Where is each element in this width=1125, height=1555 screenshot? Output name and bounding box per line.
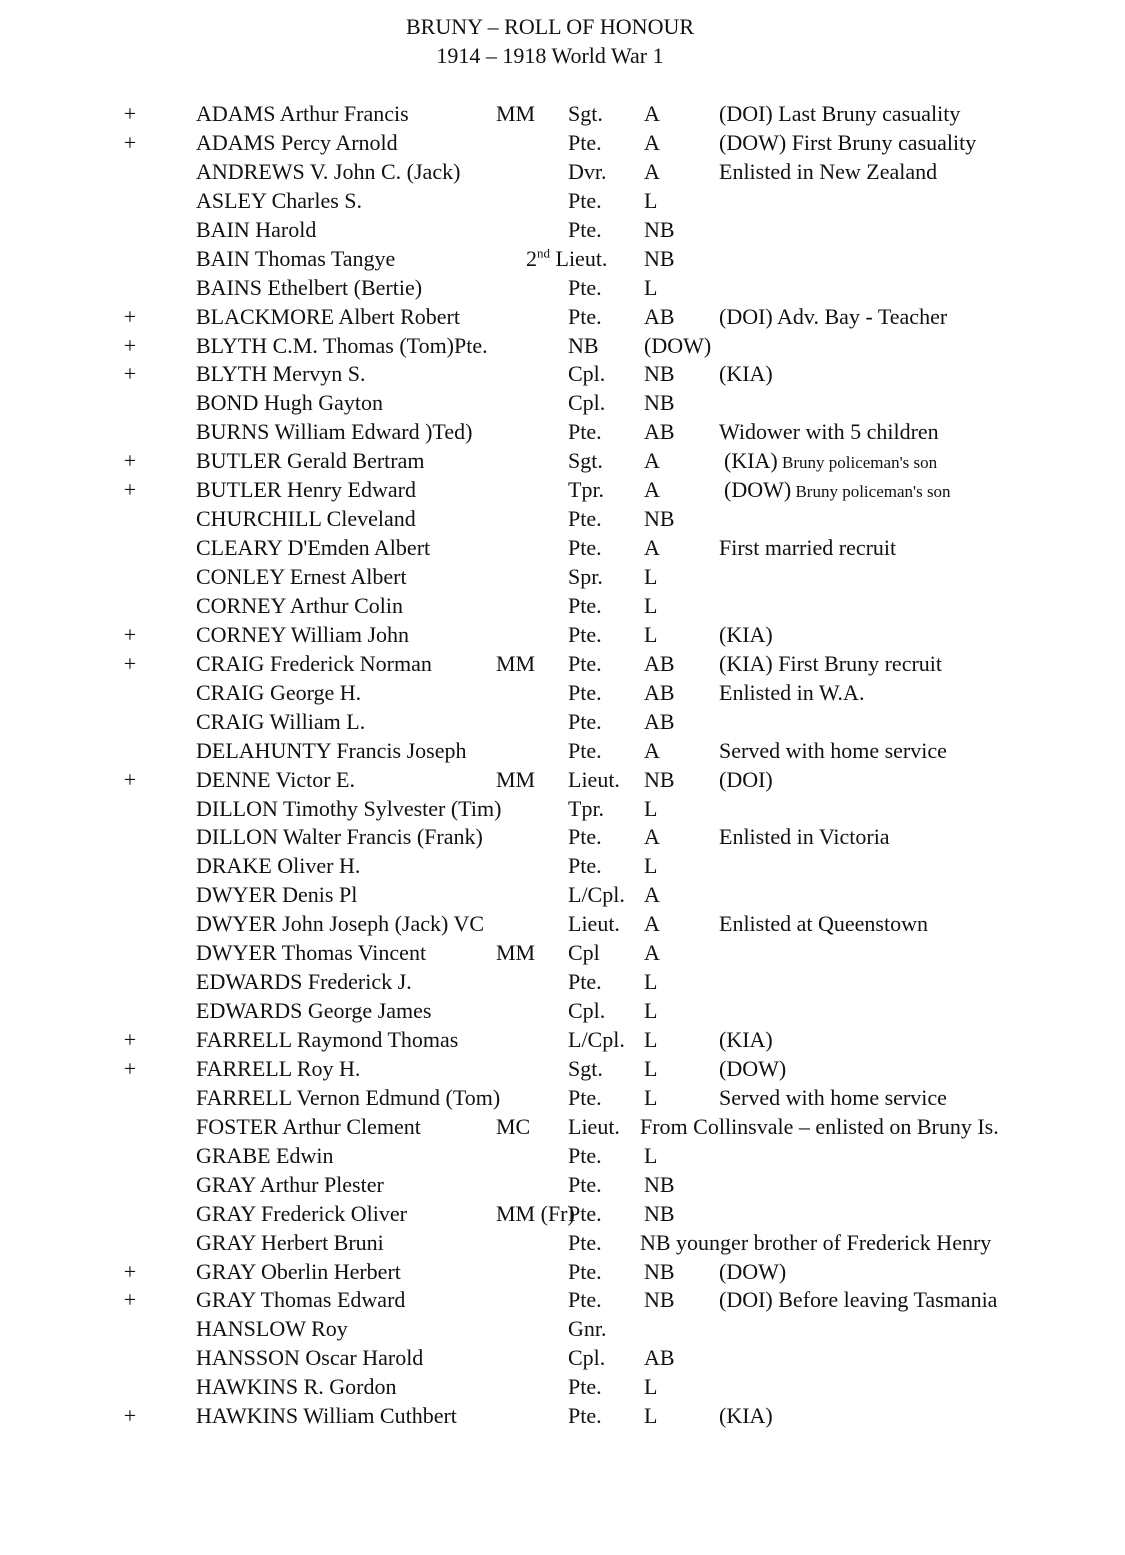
entry-rank: Pte. xyxy=(568,274,602,300)
entry-note-main: (KIA) xyxy=(724,448,778,474)
entry-rank: L/Cpl. xyxy=(568,882,625,908)
entry-rank: Pte. xyxy=(568,303,602,329)
entry-note: Enlisted in New Zealand xyxy=(719,158,938,184)
roll-entry xyxy=(0,881,1125,910)
entry-name: HAWKINS William Cuthbert xyxy=(196,1403,457,1429)
entry-name: EDWARDS George James xyxy=(196,998,432,1024)
roll-entry xyxy=(0,563,1125,592)
entry-name: FOSTER Arthur Clement xyxy=(196,1113,421,1139)
entry-unit: A xyxy=(644,129,660,155)
entry-name: CORNEY William John xyxy=(196,621,410,647)
entry-award: MM xyxy=(496,101,536,126)
entry-name: HANSSON Oscar Harold xyxy=(196,1345,424,1371)
casualty-mark: + xyxy=(123,1258,137,1284)
entry-unit: (DOW) xyxy=(644,332,712,358)
entry-unit: NB xyxy=(644,1171,675,1197)
entry-award: MM xyxy=(496,650,536,676)
entry-name: BAIN Harold xyxy=(196,216,317,242)
entry-rank: Lieut. xyxy=(568,766,620,792)
entry-name: BAINS Ethelbert (Bertie) xyxy=(196,274,423,300)
entry-award: MC xyxy=(496,1113,531,1139)
entry-note-main: (DOW) xyxy=(724,477,792,503)
roll-entry xyxy=(0,505,1125,534)
entry-unit: NB xyxy=(644,766,675,792)
entry-note: Enlisted in W.A. xyxy=(719,679,865,705)
entry-name: DWYER Denis Pl xyxy=(196,882,358,908)
roll-entry xyxy=(0,360,1125,389)
entry-name: BAIN Thomas Tangye xyxy=(196,245,396,271)
entry-note: (DOI) Before leaving Tasmania xyxy=(719,1287,998,1313)
entry-name: DILLON Timothy Sylvester (Tim) xyxy=(196,795,502,821)
entry-unit: NB xyxy=(644,506,675,532)
casualty-mark: + xyxy=(123,101,137,126)
entry-rank: Pte. xyxy=(568,1258,602,1284)
entry-name: BUTLER Gerald Bertram xyxy=(196,448,425,474)
entry-unit: AB xyxy=(644,650,675,676)
entry-rank: Pte. xyxy=(568,1287,602,1313)
entry-rank: Spr. xyxy=(568,564,603,589)
entry-name: FARRELL Vernon Edmund (Tom) xyxy=(196,1084,501,1110)
entry-award: MM xyxy=(496,940,536,966)
roll-entry xyxy=(0,1200,1125,1229)
entry-name: GRABE Edwin xyxy=(196,1142,334,1168)
entry-unit: L xyxy=(644,998,658,1024)
entry-name: HANSLOW Roy xyxy=(196,1316,348,1342)
entry-note-detail: Bruny policeman's son xyxy=(777,453,938,473)
entry-unit: AB xyxy=(644,419,675,445)
entry-unit: L xyxy=(644,1055,658,1081)
entry-name: EDWARDS Frederick J. xyxy=(196,969,412,995)
roll-entry xyxy=(0,1026,1125,1055)
entry-name: ADAMS Percy Arnold xyxy=(196,129,398,155)
entry-note: (KIA) xyxy=(719,1403,773,1429)
entry-rank: Pte. xyxy=(568,708,602,734)
roll-entry xyxy=(0,795,1125,824)
entry-name: GRAY Thomas Edward xyxy=(196,1287,406,1313)
roll-entry xyxy=(0,968,1125,997)
roll-entry xyxy=(0,1055,1125,1084)
entry-unit: A xyxy=(644,477,660,503)
roll-entry xyxy=(0,708,1125,737)
entry-name: GRAY Herbert Bruni xyxy=(196,1229,384,1255)
entry-rank: Gnr. xyxy=(568,1316,607,1342)
entry-name: CONLEY Ernest Albert xyxy=(196,564,407,589)
entry-rank: Pte. xyxy=(568,853,602,879)
roll-entry xyxy=(0,766,1125,795)
entry-name: CLEARY D'Emden Albert xyxy=(196,535,431,561)
entry-note: NB younger brother of Frederick Henry xyxy=(640,1229,992,1255)
casualty-mark: + xyxy=(123,332,137,358)
entry-note: (KIA) xyxy=(719,1027,773,1052)
entry-unit: NB xyxy=(644,390,675,416)
entry-name: BLYTH Mervyn S. xyxy=(196,361,366,387)
roll-entry xyxy=(0,679,1125,708)
entry-name: DILLON Walter Francis (Frank) xyxy=(196,824,483,850)
document-title: BRUNY – ROLL OF HONOUR xyxy=(405,14,695,39)
entry-rank: Pte. xyxy=(568,1403,602,1429)
entry-rank: Pte. xyxy=(568,1171,602,1197)
roll-entry xyxy=(0,534,1125,563)
entry-rank: Dvr. xyxy=(568,158,607,184)
casualty-mark: + xyxy=(123,1403,137,1429)
entry-name: CORNEY Arthur Colin xyxy=(196,592,403,618)
entry-unit: L xyxy=(644,1084,658,1110)
roll-entry xyxy=(0,1344,1125,1373)
entry-unit: AB xyxy=(644,708,675,734)
entry-name: ANDREWS V. John C. (Jack) xyxy=(196,158,461,184)
roll-entry xyxy=(0,621,1125,650)
roll-entry xyxy=(0,476,1125,505)
entry-unit: A xyxy=(644,101,660,126)
entry-unit: AB xyxy=(644,1345,675,1371)
entry-name: BLYTH C.M. Thomas (Tom)Pte. xyxy=(196,332,488,358)
entry-name: ADAMS Arthur Francis xyxy=(196,101,409,126)
entry-rank: Pte. xyxy=(568,1374,602,1400)
entry-unit: L xyxy=(644,1142,658,1168)
entry-note: (DOW) xyxy=(719,1055,787,1081)
roll-entry xyxy=(0,852,1125,881)
entry-note-detail: Bruny policeman's son xyxy=(791,482,951,502)
entry-name: GRAY Arthur Plester xyxy=(196,1171,384,1197)
roll-entry xyxy=(0,1171,1125,1200)
entry-name: CRAIG William L. xyxy=(196,708,366,734)
entry-note: (DOW) First Bruny casuality xyxy=(719,129,977,155)
entry-rank: Cpl xyxy=(568,940,600,966)
entry-unit: A xyxy=(644,158,660,184)
roll-entry xyxy=(0,997,1125,1026)
roll-entry xyxy=(0,1258,1125,1287)
entry-rank: Pte. xyxy=(568,129,602,155)
roll-entry xyxy=(0,1402,1125,1431)
casualty-mark: + xyxy=(123,448,137,474)
entry-name: CHURCHILL Cleveland xyxy=(196,506,416,532)
entry-name: CRAIG George H. xyxy=(196,679,362,705)
entry-note: Enlisted at Queenstown xyxy=(719,911,928,937)
entry-rank: Pte. xyxy=(568,679,602,705)
casualty-mark: + xyxy=(123,1287,137,1313)
entry-note: (DOI) Last Bruny casuality xyxy=(719,101,961,126)
entry-name: GRAY Oberlin Herbert xyxy=(196,1258,401,1284)
entry-name: HAWKINS R. Gordon xyxy=(196,1374,397,1400)
entry-name: CRAIG Frederick Norman xyxy=(196,650,432,676)
roll-entry xyxy=(0,650,1125,679)
entry-unit: NB xyxy=(644,1200,675,1226)
entry-note: (KIA) xyxy=(719,361,773,387)
roll-entry xyxy=(0,129,1125,158)
entry-name: GRAY Frederick Oliver xyxy=(196,1200,407,1226)
entry-rank: Pte. xyxy=(568,1229,602,1255)
entry-unit: L xyxy=(644,621,658,647)
casualty-mark: + xyxy=(123,303,137,329)
entry-name: BLACKMORE Albert Robert xyxy=(196,303,460,329)
entry-unit: NB xyxy=(644,361,675,387)
entry-unit: A xyxy=(644,535,660,561)
roll-entry xyxy=(0,1229,1125,1258)
casualty-mark: + xyxy=(123,1027,137,1052)
entry-name: FARRELL Raymond Thomas xyxy=(196,1027,459,1052)
entry-note: First married recruit xyxy=(719,535,897,561)
entry-note: Served with home service xyxy=(719,737,947,763)
roll-entry xyxy=(0,1142,1125,1171)
entry-unit: L xyxy=(644,187,658,213)
entry-note: Enlisted in Victoria xyxy=(719,824,890,850)
entry-unit: AB xyxy=(644,303,675,329)
casualty-mark: + xyxy=(123,129,137,155)
entry-name: DELAHUNTY Francis Joseph xyxy=(196,737,467,763)
roll-entry xyxy=(0,939,1125,968)
roll-entry xyxy=(0,1373,1125,1402)
entry-award: MM xyxy=(496,766,536,792)
roll-entry xyxy=(0,910,1125,939)
entry-note: Widower with 5 children xyxy=(719,419,939,445)
entry-unit: L xyxy=(644,853,658,879)
casualty-mark: + xyxy=(123,650,137,676)
entry-unit: A xyxy=(644,824,660,850)
entry-rank: Sgt. xyxy=(568,101,603,126)
entry-unit: A xyxy=(644,448,660,474)
entry-rank: Lieut. xyxy=(568,911,620,937)
roll-entry xyxy=(0,100,1125,129)
entry-note: (DOI) Adv. Bay - Teacher xyxy=(719,303,948,329)
entry-name: ASLEY Charles S. xyxy=(196,187,363,213)
entry-unit: A xyxy=(644,882,660,908)
roll-entry xyxy=(0,216,1125,245)
entry-rank: Cpl. xyxy=(568,390,606,416)
casualty-mark: + xyxy=(123,1055,137,1081)
entry-name: BUTLER Henry Edward xyxy=(196,477,416,503)
entry-unit: AB xyxy=(644,679,675,705)
casualty-mark: + xyxy=(123,477,137,503)
roll-entry xyxy=(0,303,1125,332)
entry-rank: L/Cpl. xyxy=(568,1027,625,1052)
entry-name: DWYER Thomas Vincent xyxy=(196,940,427,966)
roll-entry xyxy=(0,389,1125,418)
roll-entry xyxy=(0,823,1125,852)
entry-rank: 2nd Lieut. xyxy=(526,245,608,271)
entry-rank: Lieut. xyxy=(568,1113,620,1139)
entry-unit: L xyxy=(644,592,658,618)
entry-rank: NB xyxy=(568,332,599,358)
entry-note: From Collinsvale – enlisted on Bruny Is. xyxy=(640,1113,999,1139)
roll-entry xyxy=(0,1084,1125,1113)
roll-entry xyxy=(0,592,1125,621)
entry-unit: L xyxy=(644,1027,658,1052)
entry-rank: Sgt. xyxy=(568,448,603,474)
roll-entry xyxy=(0,158,1125,187)
entry-unit: NB xyxy=(644,245,675,271)
entry-rank: Cpl. xyxy=(568,361,606,387)
entry-rank: Pte. xyxy=(568,216,602,242)
entry-unit: L xyxy=(644,1403,658,1429)
entry-rank: Pte. xyxy=(568,419,602,445)
entry-rank: Pte. xyxy=(568,1142,602,1168)
entry-note: Served with home service xyxy=(719,1084,947,1110)
entry-name: DWYER John Joseph (Jack) VC xyxy=(196,911,485,937)
entry-rank: Pte. xyxy=(568,650,602,676)
entry-note xyxy=(724,476,951,506)
entry-unit: A xyxy=(644,737,660,763)
entry-rank: Pte. xyxy=(568,969,602,995)
entry-note xyxy=(724,447,937,477)
entry-note: (KIA) First Bruny recruit xyxy=(719,650,943,676)
roll-entry xyxy=(0,1286,1125,1315)
casualty-mark: + xyxy=(123,766,137,792)
roll-entry xyxy=(0,332,1125,361)
roll-entry xyxy=(0,1113,1125,1142)
entry-note: (DOW) xyxy=(719,1258,787,1284)
roll-entry xyxy=(0,245,1125,274)
roll-list xyxy=(0,100,1125,1431)
entry-rank: Pte. xyxy=(568,824,602,850)
entry-unit: NB xyxy=(644,1287,675,1313)
entry-name: BOND Hugh Gayton xyxy=(196,390,383,416)
entry-rank: Pte. xyxy=(568,1200,602,1226)
entry-unit: NB xyxy=(644,1258,675,1284)
entry-name: BURNS William Edward )Ted) xyxy=(196,419,473,445)
entry-name: FARRELL Roy H. xyxy=(196,1055,361,1081)
roll-entry xyxy=(0,447,1125,476)
entry-rank: Tpr. xyxy=(568,477,605,503)
entry-rank: Sgt. xyxy=(568,1055,603,1081)
casualty-mark: + xyxy=(123,621,137,647)
entry-unit: L xyxy=(644,274,658,300)
entry-award: MM (Fr) xyxy=(496,1200,575,1226)
entry-rank: Cpl. xyxy=(568,1345,606,1371)
roll-entry xyxy=(0,187,1125,216)
entry-note: (DOI) xyxy=(719,766,773,792)
casualty-mark: + xyxy=(123,361,137,387)
entry-rank: Pte. xyxy=(568,1084,602,1110)
roll-entry xyxy=(0,274,1125,303)
entry-note: (KIA) xyxy=(719,621,773,647)
roll-entry xyxy=(0,418,1125,447)
entry-rank: Cpl. xyxy=(568,998,606,1024)
entry-rank: Pte. xyxy=(568,621,602,647)
entry-name: DRAKE Oliver H. xyxy=(196,853,361,879)
entry-unit: L xyxy=(644,795,658,821)
entry-unit: NB xyxy=(644,216,675,242)
entry-rank: Pte. xyxy=(568,187,602,213)
roll-entry xyxy=(0,737,1125,766)
entry-name: DENNE Victor E. xyxy=(196,766,355,792)
entry-rank: Pte. xyxy=(568,535,602,561)
entry-rank: Tpr. xyxy=(568,795,605,821)
entry-unit: L xyxy=(644,564,658,589)
entry-unit: L xyxy=(644,969,658,995)
entry-unit: L xyxy=(644,1374,658,1400)
entry-rank: Pte. xyxy=(568,737,602,763)
entry-unit: A xyxy=(644,940,660,966)
entry-unit: A xyxy=(644,911,660,937)
roll-entry xyxy=(0,1315,1125,1344)
document-subtitle: 1914 – 1918 World War 1 xyxy=(436,43,664,68)
entry-rank: Pte. xyxy=(568,592,602,618)
entry-rank: Pte. xyxy=(568,506,602,532)
